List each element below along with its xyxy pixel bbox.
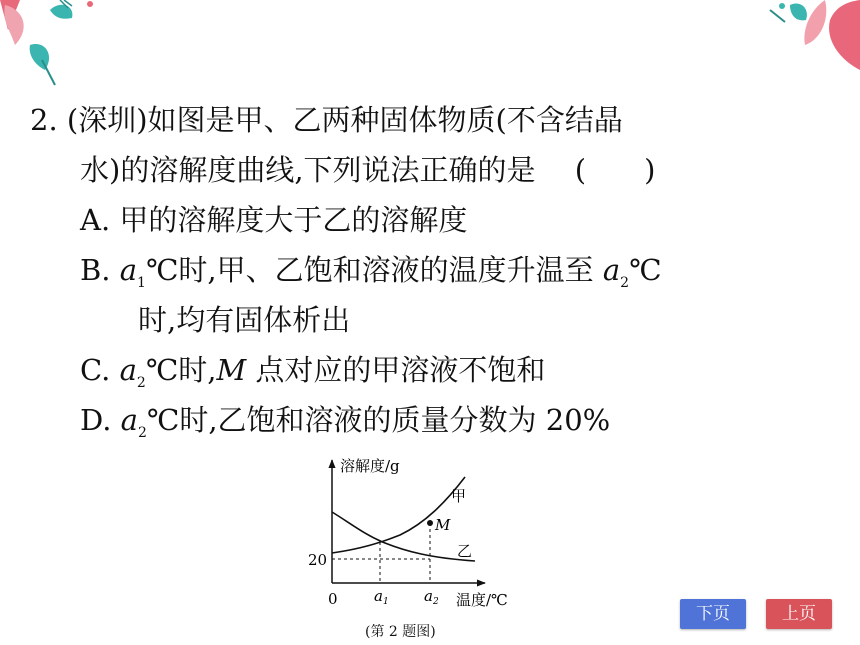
option-c	[30, 345, 830, 395]
option-d-sub: 2	[137, 424, 147, 441]
point-m	[427, 520, 433, 526]
answer-parenthesis: ( )	[574, 153, 656, 187]
option-c-text2: 点对应的甲溶液不饱和	[255, 353, 546, 387]
y-axis-label: 溶解度/g	[340, 457, 400, 475]
solubility-curve-figure	[300, 455, 540, 645]
option-a-text: 甲的溶解度大于乙的溶解度	[119, 203, 468, 237]
option-b	[30, 245, 830, 295]
question-stem-line2	[30, 145, 830, 195]
option-b-sub2: 2	[620, 274, 630, 291]
floral-decoration-left	[0, 0, 120, 95]
option-c-var: a	[119, 353, 137, 387]
question-stem-line1	[30, 95, 830, 145]
option-a	[30, 195, 830, 245]
option-a-letter: A.	[80, 203, 111, 237]
x-axis-label: 温度/℃	[456, 591, 508, 609]
option-c-letter: C.	[80, 353, 111, 387]
option-b-text1: ℃时,甲、乙饱和溶液的温度升温至	[145, 253, 594, 287]
option-b-var2: a	[602, 253, 621, 287]
option-d	[30, 395, 830, 445]
option-b-text2: ℃	[629, 253, 662, 287]
question-stem-text1: 如图是甲、乙两种固体物质(不含结晶	[147, 103, 623, 137]
floral-decoration-right	[730, 0, 860, 80]
option-c-point: M	[216, 353, 247, 387]
curve-yi-label: 乙	[457, 542, 473, 560]
figure-caption: (第 2 题图)	[365, 624, 436, 640]
option-c-text1: ℃时,	[145, 353, 217, 387]
prev-page-button[interactable]: 上页	[766, 599, 832, 629]
curve-yi	[332, 512, 475, 561]
option-c-sub: 2	[136, 374, 146, 391]
next-page-button[interactable]: 下页	[680, 599, 746, 629]
question-source: (深圳)	[66, 103, 148, 137]
question-number: 2.	[30, 103, 58, 137]
option-d-var: a	[120, 403, 138, 437]
option-d-text: ℃时,乙饱和溶液的质量分数为 20%	[146, 403, 611, 437]
point-m-label: M	[435, 516, 451, 534]
origin-label: 0	[328, 590, 338, 608]
option-d-letter: D.	[80, 403, 112, 437]
question-stem-text2: 水)的溶解度曲线,下列说法正确的是	[80, 153, 536, 187]
option-b-text3: 时,均有固体析出	[138, 303, 351, 337]
x-tick-a1: $a_1$	[374, 587, 389, 607]
x-tick-a2: $a_2$	[424, 587, 439, 607]
option-b-continued	[30, 295, 830, 345]
question-block	[30, 95, 830, 445]
option-b-var1: a	[119, 253, 138, 287]
option-b-letter: B.	[80, 253, 111, 287]
option-b-sub1: 1	[137, 274, 146, 291]
y-tick-20: 20	[308, 551, 328, 569]
curve-jia-label: 甲	[451, 487, 467, 505]
curve-jia	[332, 477, 465, 553]
